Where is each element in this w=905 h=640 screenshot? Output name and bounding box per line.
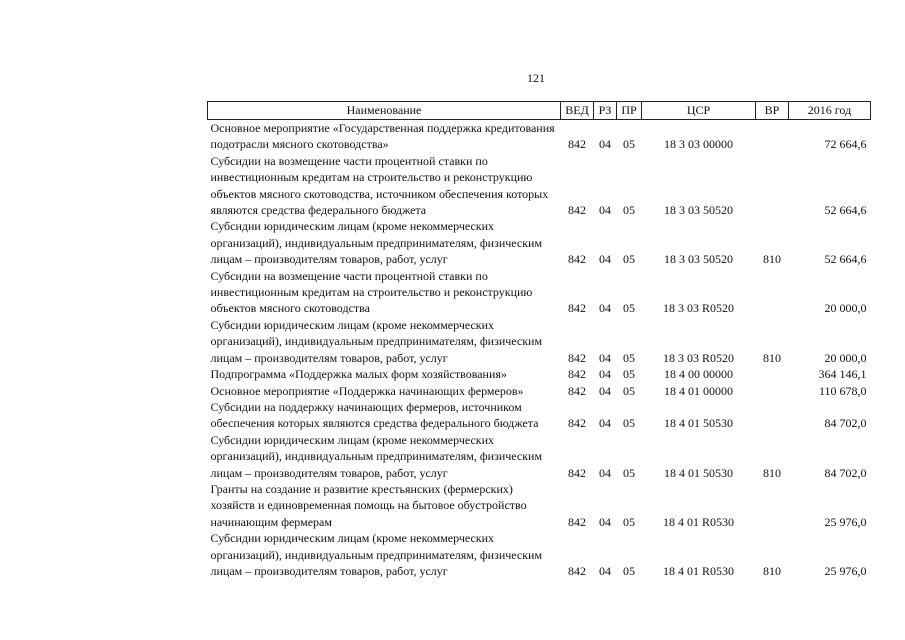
row-name: Основное мероприятие «Государственная поддержка кредитования подотрасли мясного скотоводства» bbox=[210, 121, 555, 152]
row-amount: 20 000,0 bbox=[824, 301, 867, 316]
row-name: Подпрограмма «Поддержка малых форм хозяйствования» bbox=[210, 367, 507, 382]
budget-table bbox=[207, 101, 871, 579]
table-row bbox=[208, 530, 871, 579]
row-vr: 810 bbox=[763, 350, 781, 365]
row-rz: 04 bbox=[599, 350, 611, 365]
row-ved: 842 bbox=[568, 383, 586, 398]
table-header-row bbox=[208, 102, 871, 120]
row-rz: 04 bbox=[599, 137, 611, 152]
row-pr: 05 bbox=[623, 383, 635, 398]
row-pr: 05 bbox=[623, 465, 635, 480]
table-row bbox=[208, 317, 871, 366]
row-vr bbox=[756, 153, 789, 219]
row-amount: 84 702,0 bbox=[824, 416, 867, 431]
table-row bbox=[208, 120, 871, 153]
row-ved: 842 bbox=[568, 514, 586, 529]
row-vr: 810 bbox=[763, 252, 781, 267]
table-row bbox=[208, 218, 871, 267]
row-name: Субсидии юридическим лицам (кроме некоммерческих организаций), индивидуальным предпринимателям, физическим лицам – производителям товаров, работ, услуг bbox=[210, 531, 543, 578]
row-rz: 04 bbox=[599, 367, 611, 382]
table-row bbox=[208, 366, 871, 382]
row-name: Субсидии на возмещение части процентной ставки по инвестиционным кредитам на строительство и реконструкцию объектов мясного скотоводства, источником обеспечения которых являются средства федерального бюджета bbox=[210, 153, 549, 218]
row-csr: 18 3 03 50520 bbox=[664, 203, 733, 218]
row-csr: 18 3 03 R0520 bbox=[662, 301, 734, 316]
row-rz: 04 bbox=[599, 563, 611, 578]
row-name: Субсидии юридическим лицам (кроме некоммерческих организаций), индивидуальным предпринимателям, физическим лицам – производителям товаров, работ, услуг bbox=[210, 219, 543, 267]
row-amount: 110 678,0 bbox=[818, 383, 867, 398]
row-pr: 05 bbox=[623, 252, 635, 267]
row-name: Субсидии юридическим лицам (кроме некоммерческих организаций), индивидуальным предпринимателям, физическим лицам – производителям товаров, работ, услуг bbox=[210, 317, 543, 365]
table-body bbox=[208, 120, 871, 580]
column-header-csr: ЦСР bbox=[642, 102, 756, 120]
row-csr: 18 4 01 R0530 bbox=[662, 563, 734, 578]
row-pr: 05 bbox=[623, 301, 635, 316]
column-header-pr: ПР bbox=[617, 102, 642, 120]
row-amount: 52 664,6 bbox=[824, 252, 867, 267]
row-rz: 04 bbox=[599, 465, 611, 480]
row-amount: 72 664,6 bbox=[824, 137, 867, 152]
row-amount: 364 146,1 bbox=[818, 367, 867, 382]
row-ved: 842 bbox=[568, 203, 586, 218]
table-row bbox=[208, 268, 871, 317]
page-number: 121 bbox=[527, 71, 545, 85]
row-ved: 842 bbox=[568, 301, 586, 316]
row-vr bbox=[756, 268, 789, 317]
row-rz: 04 bbox=[599, 203, 611, 218]
row-csr: 18 4 01 R0530 bbox=[662, 514, 734, 529]
row-ved: 842 bbox=[568, 350, 586, 365]
row-rz: 04 bbox=[599, 416, 611, 431]
row-pr: 05 bbox=[623, 367, 635, 382]
row-name: Основное мероприятие «Поддержка начинающих фермеров» bbox=[210, 383, 524, 398]
row-ved: 842 bbox=[568, 416, 586, 431]
row-vr bbox=[756, 120, 789, 153]
row-csr: 18 4 01 50530 bbox=[664, 465, 733, 480]
row-csr: 18 3 03 00000 bbox=[664, 137, 733, 152]
row-pr: 05 bbox=[623, 416, 635, 431]
row-name: Субсидии юридическим лицам (кроме некоммерческих организаций), индивидуальным предпринимателям, физическим лицам – производителям товаров, работ, услуг bbox=[210, 432, 543, 480]
row-rz: 04 bbox=[599, 301, 611, 316]
row-ved: 842 bbox=[568, 465, 586, 480]
row-rz: 04 bbox=[599, 514, 611, 529]
row-ved: 842 bbox=[568, 563, 586, 578]
row-pr: 05 bbox=[623, 563, 635, 578]
row-vr bbox=[756, 399, 789, 432]
table-row bbox=[208, 432, 871, 481]
row-amount: 20 000,0 bbox=[824, 350, 867, 365]
column-header-vr: ВР bbox=[756, 102, 789, 120]
table-row bbox=[208, 383, 871, 399]
row-amount: 25 976,0 bbox=[824, 514, 867, 529]
row-vr: 810 bbox=[763, 563, 781, 578]
row-amount: 84 702,0 bbox=[824, 465, 867, 480]
row-csr: 18 4 00 00000 bbox=[664, 367, 733, 382]
row-pr: 05 bbox=[623, 350, 635, 365]
row-pr: 05 bbox=[623, 137, 635, 152]
row-csr: 18 4 01 50530 bbox=[664, 416, 733, 431]
row-csr: 18 3 03 50520 bbox=[664, 252, 733, 267]
row-vr bbox=[756, 383, 789, 399]
column-header-ved: ВЕД bbox=[561, 102, 594, 120]
column-header-year: 2016 год bbox=[789, 102, 871, 120]
row-name: Субсидии на поддержку начинающих фермеров, источником обеспечения которых являются средства федерального бюджета bbox=[210, 399, 539, 431]
column-header-rz: РЗ bbox=[594, 102, 617, 120]
row-vr bbox=[756, 481, 789, 530]
row-amount: 52 664,6 bbox=[824, 203, 867, 218]
row-csr: 18 3 03 R0520 bbox=[662, 350, 734, 365]
row-vr: 810 bbox=[763, 465, 781, 480]
row-pr: 05 bbox=[623, 203, 635, 218]
row-rz: 04 bbox=[599, 252, 611, 267]
row-name: Субсидии на возмещение части процентной ставки по инвестиционным кредитам на строительство и реконструкцию объектов мясного скотоводства bbox=[210, 268, 533, 316]
column-header-name: Наименование bbox=[208, 102, 561, 120]
table-row bbox=[208, 481, 871, 530]
row-rz: 04 bbox=[599, 383, 611, 398]
row-pr: 05 bbox=[623, 514, 635, 529]
row-ved: 842 bbox=[568, 137, 586, 152]
row-csr: 18 4 01 00000 bbox=[664, 383, 733, 398]
table-row bbox=[208, 153, 871, 219]
row-name: Гранты на создание и развитие крестьянских (фермерских) хозяйств и единовременная помощь на бытовое обустройство начинающим фермерам bbox=[210, 481, 527, 529]
row-ved: 842 bbox=[568, 367, 586, 382]
table-row bbox=[208, 399, 871, 432]
row-ved: 842 bbox=[568, 252, 586, 267]
row-amount: 25 976,0 bbox=[824, 563, 867, 578]
row-vr bbox=[756, 366, 789, 382]
